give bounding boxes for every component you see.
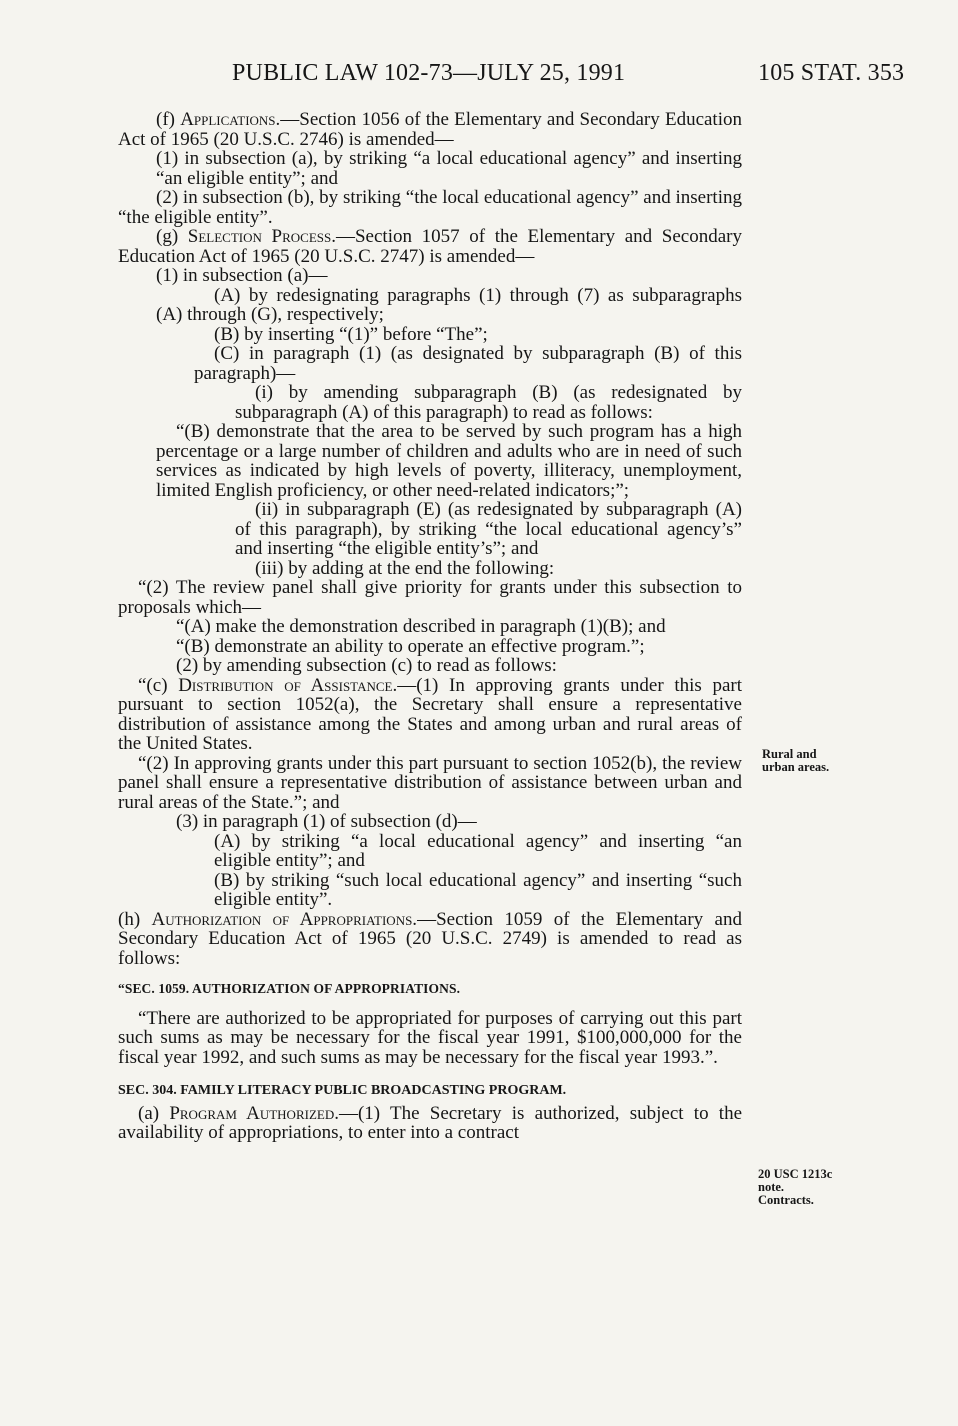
quoted-paragraph-2: “(2) The review panel shall give priority for grants under this subsection to proposals which— (118, 577, 742, 618)
clause-g1Ci: (i) by amending subparagraph (B) (as redesignated by subparagraph (A) of this paragraph) to read as follows: (235, 382, 742, 423)
subparagraph-g3B: (B) by striking “such local educational agency” and inserting “such eligible entity”. (214, 869, 742, 910)
quoted-subparagraph-B: “(B) demonstrate that the area to be served by such program has a high percentage or a large number of children and adults who are in need of such services as indicated by high levels of poverty, illiteracy, unemployment, limited English proficiency, or other need-related indicators;”; (156, 421, 742, 501)
quoted-subsection-c: “(c) Distribution of Assistance.—(1) In approving grants under this part pursuant to section 1052(a), the Secretary shall ensure a representative distribution of assistance among the States and among urban and rural areas of the United States. (118, 674, 742, 754)
section-304-heading: SEC. 304. FAMILY LITERACY PUBLIC BROADCASTING PROGRAM. (118, 1083, 567, 1098)
clause-g1Cii: (ii) in subparagraph (E) (as redesignated by subparagraph (A) of this paragraph), by striking “the local educational agency’s” and inserting “the eligible entity’s”; and (235, 499, 742, 559)
subparagraph-g1B: (B) by inserting “(1)” before “The”; (214, 323, 488, 345)
clause-g1Ciii: (iii) by adding at the end the following: (255, 557, 555, 579)
quoted-c-paragraph-2: “(2) In approving grants under this part pursuant to section 1052(b), the review panel shall ensure a representative distribution of assistance between urban and rural areas of the State.”; and (118, 752, 742, 813)
subparagraph-g1C: (C) in paragraph (1) (as designated by subparagraph (B) of this paragraph)— (194, 343, 742, 384)
subparagraph-g1A: (A) by redesignating paragraphs (1) through (7) as subparagraphs (A) through (G), respectively; (156, 284, 742, 325)
subsection-f-caption: Applications. (180, 109, 281, 130)
quoted-subparagraph-2B: “(B) demonstrate an ability to operate an effective program.”; (176, 635, 645, 657)
section-304-subsection-a: (a) Program Authorized.—(1) The Secretary is authorized, subject to the availability of appropriations, to enter into a contract (118, 1102, 742, 1143)
quoted-subparagraph-2A: “(A) make the demonstration described in paragraph (1)(B); and (176, 616, 666, 637)
subsection-a-caption: Program Authorized. (169, 1102, 339, 1124)
paragraph-f1: (1) in subsection (a), by striking “a local educational agency” and inserting “an eligible entity”; and (156, 148, 742, 189)
running-head-title: PUBLIC LAW 102-73—JULY 25, 1991 (232, 60, 626, 86)
subsection-h-caption: Authorization of Appropriations. (151, 908, 418, 930)
law-text-body (118, 110, 742, 1143)
margin-note-usc: 20 USC 1213c note. Contracts. (758, 1167, 833, 1207)
section-1059-text: “There are authorized to be appropriated for purposes of carrying out this part such sums as may be necessary for the fiscal year 1991, $100,000,000 for the fiscal year 1992, and such sums as may be necessary for the fiscal year 1993.”. (118, 1007, 742, 1068)
margin-note-contracts: Contracts. (758, 1193, 814, 1207)
subsection-h: (h) Authorization of Appropriations.—Section 1059 of the Elementary and Secondary Education Act of 1965 (20 U.S.C. 2749) is amended to read as follows: (118, 908, 742, 969)
subsection-g: (g) Selection Process.—Section 1057 of the Elementary and Secondary Education Act of 1965 (20 U.S.C. 2747) is amended— (118, 226, 742, 267)
subsection-g-caption: Selection Process. (187, 226, 336, 247)
subsection-f: (f) Applications.—Section 1056 of the Elementary and Secondary Education Act of 1965 (20 U.S.C. 2746) is amended— (118, 109, 742, 150)
subsection-c-caption: Distribution of Assistance. (178, 674, 398, 696)
statute-page-number: 105 STAT. 353 (758, 60, 905, 86)
margin-note-rural-urban: Rural and urban areas. (762, 747, 830, 774)
subparagraph-g3A: (A) by striking “a local educational agency” and inserting “an eligible entity”; and (214, 830, 742, 871)
paragraph-g1: (1) in subsection (a)— (156, 265, 328, 286)
paragraph-f2: (2) in subsection (b), by striking “the local educational agency” and inserting “the eligible entity”. (118, 187, 742, 228)
paragraph-g2: (2) by amending subsection (c) to read as follows: (176, 655, 557, 676)
paragraph-g3: (3) in paragraph (1) of subsection (d)— (176, 811, 477, 832)
section-1059-heading: “SEC. 1059. AUTHORIZATION OF APPROPRIATIONS. (118, 981, 461, 996)
